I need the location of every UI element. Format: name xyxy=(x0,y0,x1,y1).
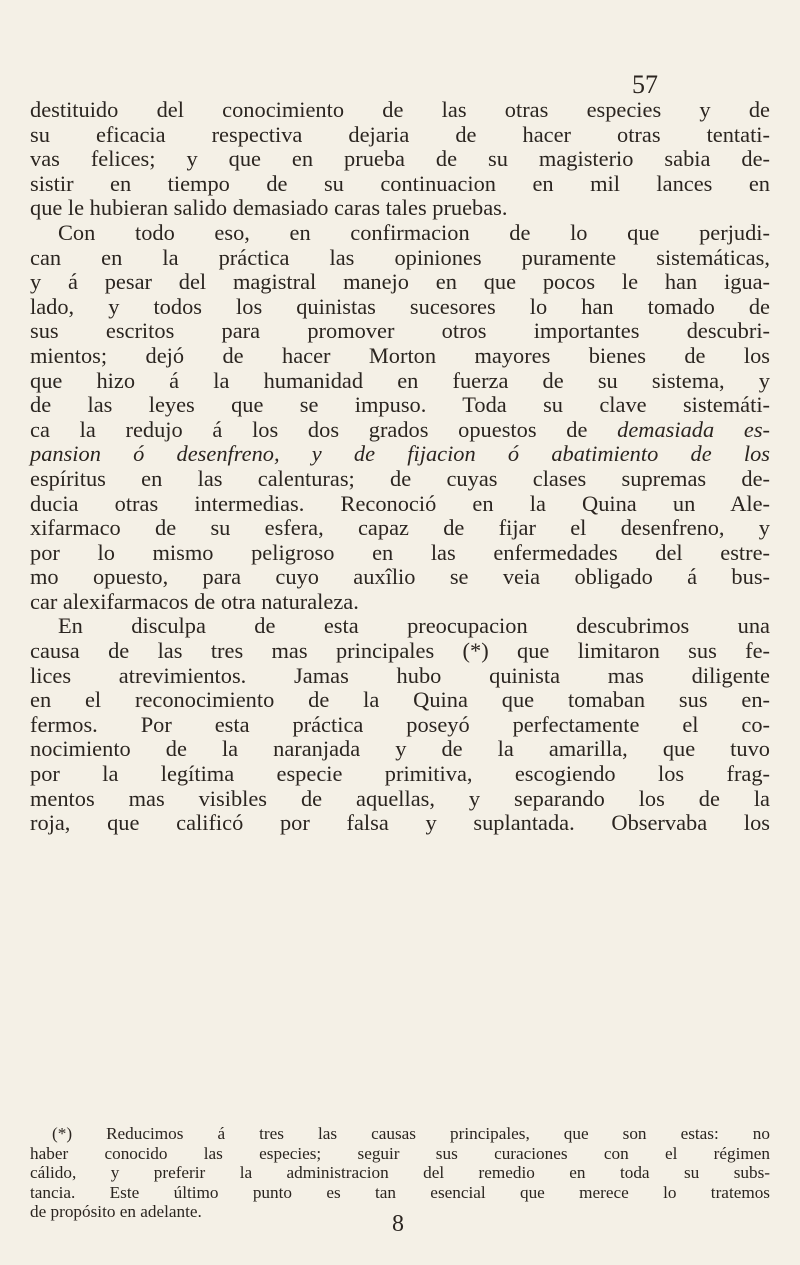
text-line: mentos mas visibles de aquellas, y separando los de la xyxy=(30,785,770,811)
text-line: causa de las tres mas principales (*) que limitaron sus fe- xyxy=(30,638,770,664)
italic-term: demasiada es- xyxy=(617,416,770,442)
text-line: sus escritos para promover otros importantes descubri- xyxy=(30,318,770,344)
footnote-line: tancia. Este último punto es tan esencial que merece lo tratemos xyxy=(30,1182,770,1202)
text-line: xifarmaco de su esfera, capaz de fijar el desenfreno, y xyxy=(30,515,770,541)
footnote-line: cálido, y preferir la administracion del remedio en toda su subs- xyxy=(30,1163,770,1183)
paragraph-start-line: En disculpa de esta preocupacion descubrimos una xyxy=(58,613,770,639)
text-line: en el reconocimiento de la Quina que tomaban sus en- xyxy=(30,687,770,713)
footnote-line: de propósito en adelante. xyxy=(30,1202,202,1222)
footnote-line: haber conocido las especies; seguir sus curaciones con el régimen xyxy=(30,1143,770,1163)
italic-term: pansion ó desenfreno, y de xyxy=(30,441,376,467)
text-line: can en la práctica las opiniones puramente sistemáticas, xyxy=(30,244,770,270)
text-line: y á pesar del magistral manejo en que pocos le han igua- xyxy=(30,269,770,295)
text-line: su eficacia respectiva dejaria de hacer otras tentati- xyxy=(30,121,770,147)
text-line: que le hubieran salido demasiado caras tales pruebas. xyxy=(30,195,508,221)
text-line: lices atrevimientos. Jamas hubo quinista mas diligente xyxy=(30,662,770,688)
text-line: fermos. Por esta práctica poseyó perfectamente el co- xyxy=(30,711,770,737)
body-text xyxy=(30,98,770,836)
text-line: nocimiento de la naranjada y de la amarilla, que tuvo xyxy=(30,736,770,762)
text-line: roja, que calificó por falsa y suplantada. Observaba los xyxy=(30,810,770,836)
text-line: car alexifarmacos de otra naturaleza. xyxy=(30,588,359,614)
footnote-line: (*) Reducimos á tres las causas principales, que son estas: no xyxy=(52,1124,770,1143)
signature-mark: 8 xyxy=(392,1211,404,1237)
text-line: por la legítima especie primitiva, escogiendo los frag- xyxy=(30,761,770,787)
text-line: lado, y todos los quinistas sucesores lo han tomado de xyxy=(30,293,770,319)
text-segment: ca la redujo á los dos grados opuestos de xyxy=(30,416,588,442)
paragraph-start-line: Con todo eso, en confirmacion de lo que perjudi- xyxy=(58,219,770,245)
text-line-with-italic xyxy=(30,442,770,467)
text-line: mo opuesto, para cuyo auxîlio se veia obligado á bus- xyxy=(30,564,770,590)
text-line: ducia otras intermedias. Reconoció en la Quina un Ale- xyxy=(30,490,770,516)
text-line: vas felices; y que en prueba de su magisterio sabia de- xyxy=(30,146,770,172)
text-segment: espíritus en las calenturas; de cuyas clases supremas de- xyxy=(30,465,770,491)
text-line: que hizo á la humanidad en fuerza de su sistema, y xyxy=(30,367,770,393)
text-line-with-italic xyxy=(30,467,770,492)
text-line: sistir en tiempo de su continuacion en mil lances en xyxy=(30,170,770,196)
italic-term: fijacion ó abatimiento de los xyxy=(407,441,770,467)
text-line: destituido del conocimiento de las otras especies y de xyxy=(30,97,770,122)
text-line: por lo mismo peligroso en las enfermedades del estre- xyxy=(30,539,770,565)
text-line-with-italic xyxy=(30,418,770,443)
text-line: mientos; dejó de hacer Morton mayores bienes de los xyxy=(30,342,770,368)
footnote xyxy=(30,1124,770,1222)
page-number: 57 xyxy=(632,70,658,99)
text-line: de las leyes que se impuso. Toda su clave sistemáti- xyxy=(30,392,770,418)
